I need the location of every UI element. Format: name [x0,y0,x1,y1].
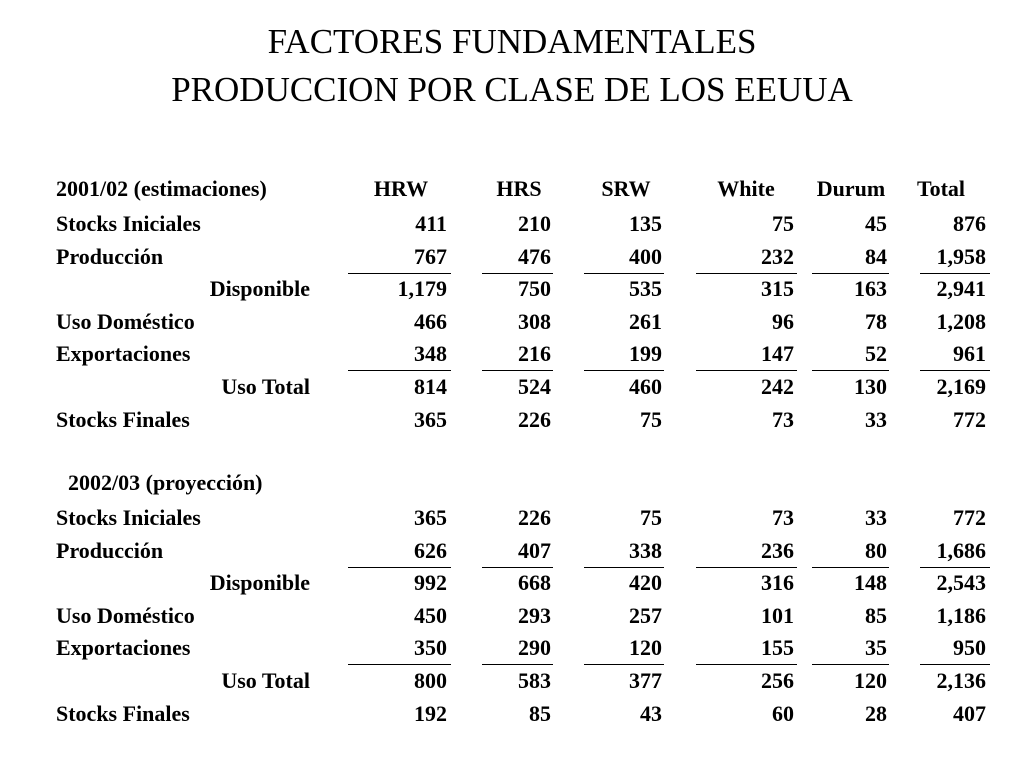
row-label: Stocks Finales [56,700,190,726]
table-cell-durum: 45 [865,211,887,236]
row-label: Uso Doméstico [56,308,195,334]
table-cell-hrw: 800 [414,668,447,693]
table-cell-srw: 460 [629,374,662,399]
column-header-hrs: HRS [496,176,542,201]
table-cell-durum: 35 [865,635,887,661]
table-cell-hrw: 626 [414,537,447,563]
table-cell-durum: 33 [865,406,887,432]
column-header-hrw: HRW [373,176,429,201]
table-cell-total: 2,136 [936,668,986,693]
table-cell-total: 772 [953,406,986,432]
table-cell-hrs: 524 [518,374,551,399]
column-header-durum: Durum [816,176,886,201]
table-cell-hrw: 365 [414,505,447,530]
table-cell-hrw: 192 [414,700,447,726]
table-cell-white: 147 [761,341,794,367]
table-cell-total: 1,958 [936,243,986,269]
table-cell-hrs: 226 [518,406,551,432]
table-cell-hrw: 411 [415,211,447,236]
table-cell-total: 2,169 [936,374,986,399]
table-cell-hrw: 1,179 [397,276,447,302]
table-cell-white: 73 [772,505,794,530]
table-cell-white: 73 [772,406,794,432]
table-cell-hrs: 226 [518,505,551,530]
table-cell-hrw: 450 [414,602,447,628]
row-label-total: Disponible [209,276,310,302]
row-label: Stocks Iniciales [56,211,201,236]
table-cell-hrs: 293 [518,602,551,628]
table-cell-total: 1,208 [936,308,986,334]
table-cell-hrs: 750 [518,276,551,302]
table-cell-white: 96 [772,308,794,334]
table-cell-total: 2,941 [936,276,986,302]
row-label: Producción [56,537,164,563]
table-cell-total: 1,186 [936,602,986,628]
section-heading: 2001/02 (estimaciones) [56,176,267,201]
table-cell-srw: 135 [629,211,662,236]
table-cell-total: 772 [953,505,986,530]
row-label: Stocks Finales [56,406,190,432]
table-cell-total: 1,686 [936,537,986,563]
table-cell-durum: 33 [865,505,887,530]
table-cell-hrw: 814 [414,374,447,399]
table-cell-srw: 199 [629,341,662,367]
table-cell-srw: 75 [640,406,662,432]
table-cell-total: 950 [953,635,986,661]
table-cell-srw: 257 [629,602,662,628]
table-cell-hrs: 583 [518,668,551,693]
table-cell-hrw: 466 [414,308,447,334]
page-title-line-2: PRODUCCION POR CLASE DE LOS EEUUA [171,70,853,109]
table-cell-srw: 338 [629,537,662,563]
table-cell-white: 316 [761,570,794,596]
row-label: Exportaciones [56,341,191,367]
table-cell-white: 101 [761,602,794,628]
table-cell-srw: 400 [629,243,662,269]
table-cell-hrs: 210 [518,211,551,236]
table-cell-hrw: 992 [414,570,447,596]
row-label: Uso Doméstico [56,602,195,628]
table-cell-durum: 28 [865,700,887,726]
table-cell-srw: 377 [629,668,662,693]
table-cell-white: 256 [761,668,794,693]
table-cell-durum: 52 [865,341,887,367]
table-cell-hrs: 290 [518,635,551,661]
table-cell-durum: 120 [854,668,887,693]
table-cell-hrw: 767 [414,243,447,269]
table-cell-durum: 163 [854,276,887,302]
column-header-total: Total [916,176,966,201]
row-label-total: Disponible [209,570,310,596]
table-cell-srw: 120 [629,635,662,661]
table-cell-total: 876 [953,211,986,236]
table-cell-srw: 261 [629,308,662,334]
section-heading: 2002/03 (proyección) [68,470,263,495]
table-cell-hrs: 216 [518,341,551,367]
column-header-white: White [717,176,775,201]
row-label: Stocks Iniciales [56,505,201,530]
table-cell-hrw: 365 [414,406,447,432]
table-cell-hrs: 85 [529,700,551,726]
table-cell-white: 242 [761,374,794,399]
table-cell-hrs: 308 [518,308,551,334]
table-cell-hrs: 476 [518,243,551,269]
row-label-total: Uso Total [221,668,310,693]
table-cell-durum: 78 [865,308,887,334]
row-label: Producción [56,243,164,269]
table-cell-srw: 420 [629,570,662,596]
table-cell-srw: 43 [640,700,662,726]
table-cell-white: 60 [772,700,794,726]
table-cell-total: 407 [953,700,986,726]
table-cell-srw: 535 [629,276,662,302]
table-cell-white: 155 [761,635,794,661]
table-cell-durum: 80 [865,537,887,563]
table-cell-white: 232 [761,243,794,269]
table-cell-durum: 130 [854,374,887,399]
row-label: Exportaciones [56,635,191,661]
table-cell-srw: 75 [640,505,662,530]
column-header-srw: SRW [601,176,651,201]
page-title-line-1: FACTORES FUNDAMENTALES [267,22,757,61]
table-cell-white: 315 [761,276,794,302]
table-cell-durum: 84 [865,243,887,269]
table-cell-white: 236 [761,537,794,563]
table-cell-white: 75 [772,211,794,236]
table-cell-durum: 148 [854,570,887,596]
table-cell-hrs: 407 [518,537,551,563]
table-cell-hrs: 668 [518,570,551,596]
row-label-total: Uso Total [221,374,310,399]
table-cell-total: 2,543 [936,570,986,596]
table-cell-total: 961 [953,341,986,367]
table-cell-hrw: 350 [414,635,447,661]
table-cell-durum: 85 [865,602,887,628]
table-cell-hrw: 348 [414,341,447,367]
